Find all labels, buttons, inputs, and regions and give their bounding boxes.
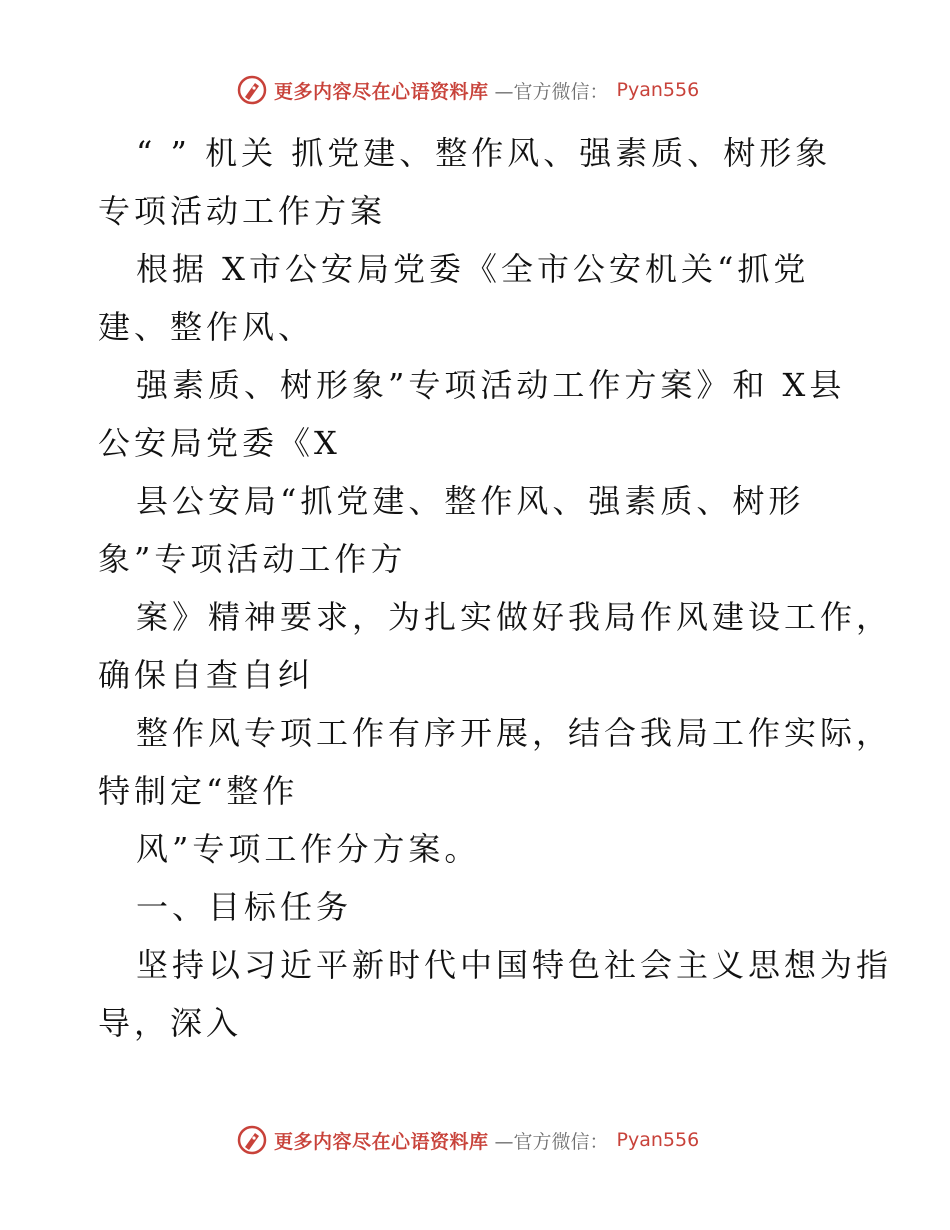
footer-watermark [236,1123,699,1157]
watermark-brand-text: 更多内容尽在心语资料库 [274,80,489,103]
document-line: 特制定“整作 [98,772,299,810]
document-line: 根据 X市公安局党委《全市公安机关“抓党 [136,250,810,288]
document-line: 象”专项活动工作方 [98,540,407,578]
document-line: 案》精神要求，为扎实做好我局作风建设工作， [136,598,893,636]
document-line: 强素质、树形象”专项活动工作方案》和 X县 [136,366,846,404]
document-line: “ ” 机关 抓党建、整作风、强素质、树形象 [136,134,832,172]
watermark-account: Pyan556 [616,1129,700,1151]
watermark-brand-text: 更多内容尽在心语资料库 [274,1130,489,1153]
document-line: 坚持以习近平新时代中国特色社会主义思想为指 [136,946,893,984]
document-line: 建、整作风、 [98,308,315,346]
document-line: 导，深入 [98,1004,243,1042]
pen-nib-circle-icon [236,74,268,106]
document-body [98,124,893,1052]
document-line: 风”专项工作分方案。 [136,830,481,868]
document-line: 公安局党委《X [98,424,341,462]
document-line: 一、目标任务 [136,888,353,926]
document-line: 专项活动工作方案 [98,192,387,230]
document-line: 县公安局“抓党建、整作风、强素质、树形 [136,482,805,520]
pen-nib-circle-icon [236,1124,268,1156]
document-line: 确保自查自纠 [98,656,315,694]
header-watermark [236,73,699,107]
watermark-separator: —官方微信： [494,80,609,103]
watermark-account: Pyan556 [616,79,700,101]
watermark-separator: —官方微信： [494,1130,609,1153]
document-line: 整作风专项工作有序开展，结合我局工作实际， [136,714,893,752]
